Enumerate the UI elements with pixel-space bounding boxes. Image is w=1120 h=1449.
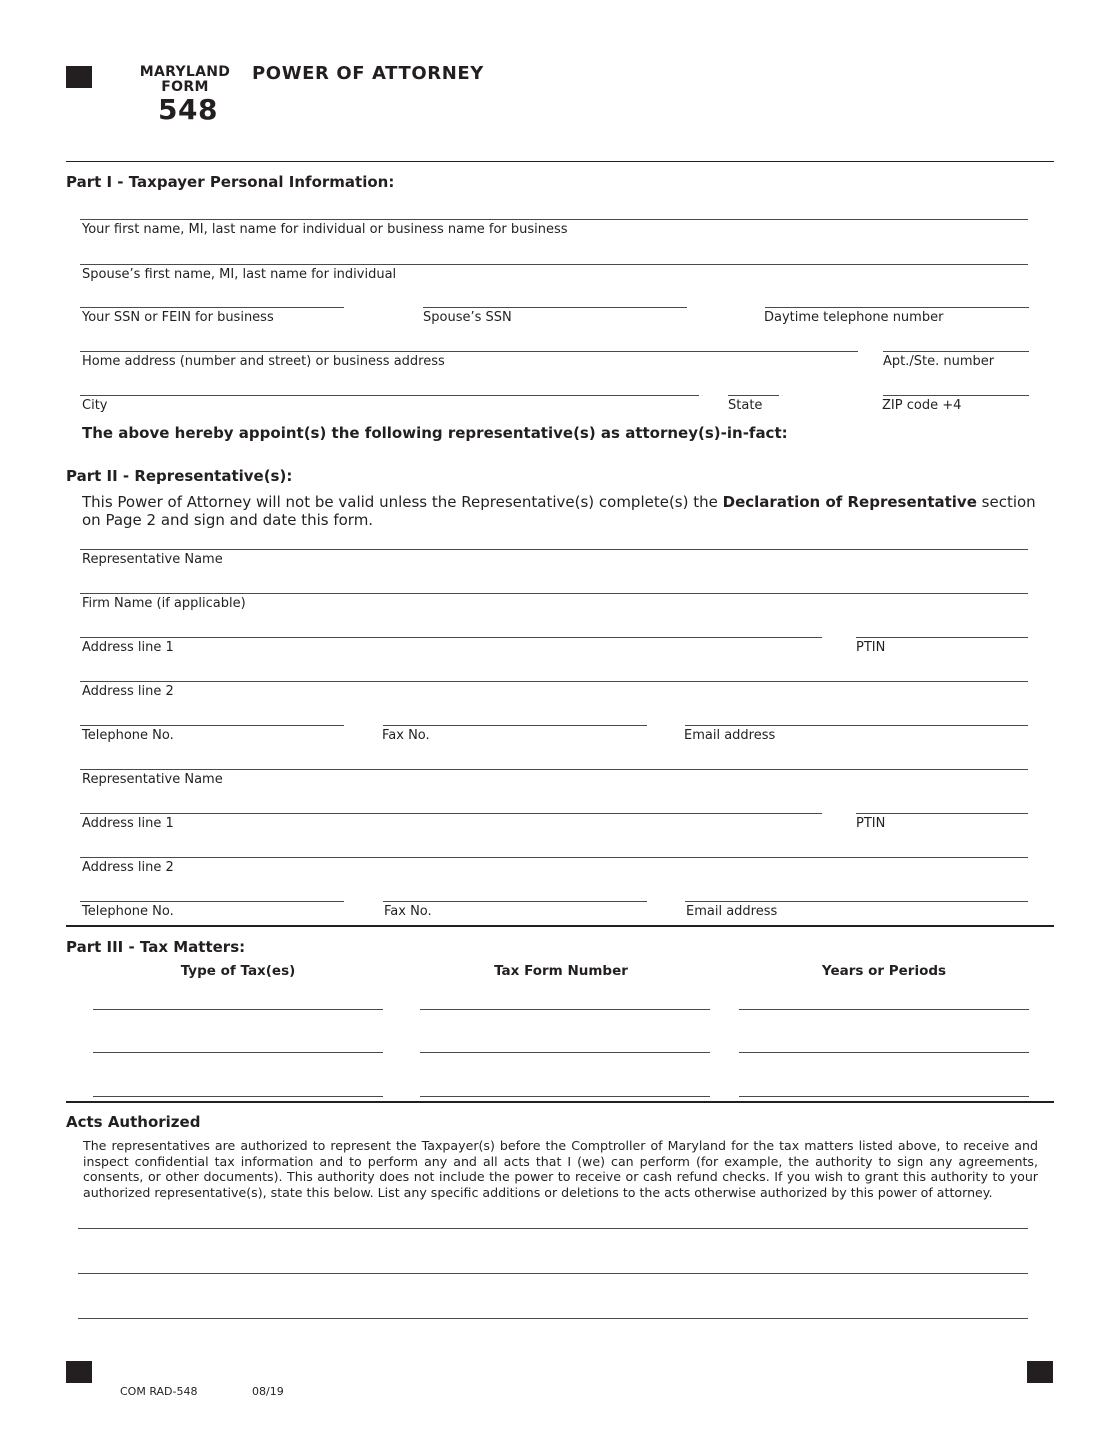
part2-heading: Part II - Representative(s): [66,467,293,485]
part3-divider [66,925,1054,927]
name-label: Your first name, MI, last name for individual or business name for business [82,222,568,237]
tax-form-line-1 [420,1009,710,1010]
part2-intro-text-1: This Power of Attorney will not be valid unless the Representative(s) complete(s) the [82,493,723,511]
rep1-fax-input[interactable] [385,704,645,724]
tax-years-line-1 [739,1009,1029,1010]
zip-input[interactable] [885,374,1027,394]
tax-years-line-2 [739,1052,1029,1053]
home-address-input[interactable] [82,330,856,350]
rep1-address2-input[interactable] [82,660,1026,680]
spouse-ssn-label: Spouse’s SSN [423,310,512,325]
rep2-address2-input[interactable] [82,836,1026,856]
city-line [80,395,699,396]
registration-mark-bottom-left [66,1361,92,1383]
part2-intro-text-2: section on Page 2 and sign and date this form. [82,493,1036,529]
state-input[interactable] [730,374,777,394]
rep2-address1-line [80,813,822,814]
tax-type-line-2 [93,1052,383,1053]
rep2-ptin-label: PTIN [856,816,886,831]
home-address-label: Home address (number and street) or business address [82,354,445,369]
rep2-address1-label: Address line 1 [82,816,174,831]
part3-heading: Part III - Tax Matters: [66,938,246,956]
phone-label: Daytime telephone number [764,310,944,325]
phone-line [765,307,1029,308]
form-word: FORM [161,79,209,95]
tax-years-input-3[interactable] [741,1075,1027,1095]
home-address-line [80,351,858,352]
tax-form-input-2[interactable] [422,1031,708,1051]
state-line [728,395,779,396]
spouse-ssn-line [423,307,687,308]
tax-form-input-3[interactable] [422,1075,708,1095]
tax-form-input-1[interactable] [422,988,708,1008]
column-type-of-tax: Type of Tax(es) [180,963,296,979]
rep1-ptin-line [856,637,1028,638]
rep1-address1-line [80,637,822,638]
apt-line [883,351,1029,352]
tax-type-line-3 [93,1096,383,1097]
acts-input-3[interactable] [80,1297,1026,1317]
acts-input-2[interactable] [80,1252,1026,1272]
spouse-name-label: Spouse’s first name, MI, last name for individual [82,267,397,282]
rep1-ptin-label: PTIN [856,640,886,655]
rep1-telephone-label: Telephone No. [82,728,174,743]
rep2-telephone-input[interactable] [82,880,342,900]
rep1-address2-line [80,681,1028,682]
tax-years-line-3 [739,1096,1029,1097]
rep2-ptin-input[interactable] [858,792,1026,812]
rep1-name-label: Representative Name [82,552,223,567]
rep1-name-input[interactable] [82,528,1026,548]
footer-date: 08/19 [252,1385,284,1398]
form-title: POWER OF ATTORNEY [252,63,484,84]
rep1-firm-label: Firm Name (if applicable) [82,596,246,611]
state-label: State [728,398,763,413]
acts-line-1 [78,1228,1028,1229]
rep1-telephone-line [80,725,344,726]
tax-type-input-3[interactable] [95,1075,381,1095]
rep1-name-line [80,549,1028,550]
tax-type-input-1[interactable] [95,988,381,1008]
form-number: 548 [158,93,218,126]
zip-line [883,395,1029,396]
rep1-address2-label: Address line 2 [82,684,174,699]
tax-form-line-2 [420,1052,710,1053]
acts-line-2 [78,1273,1028,1274]
acts-description: The representatives are authorized to represent the Taxpayer(s) before the Comptroller of Maryland for the tax matters listed above, to receive and inspect confidential tax information and to perform any and all acts that I (we) can perform (for example, the authority to sign any agreements, consents, or other documents). This authority does not include the power to receive or cash refund checks. If you wish to grant this authority to your authorized representative(s), state this below. List any specific additions or deletions to the acts otherwise authorized by this power of attorney. [83,1138,1038,1200]
footer-form-code: COM RAD-548 [120,1385,198,1398]
form-state-label [135,65,235,95]
spouse-name-input[interactable] [82,243,1026,263]
header-divider [66,161,1054,162]
rep1-address1-input[interactable] [82,616,820,636]
declaration-reference: Declaration of Representative [722,493,977,511]
spouse-name-line [80,264,1028,265]
rep2-name-label: Representative Name [82,772,223,787]
rep1-telephone-input[interactable] [82,704,342,724]
rep2-fax-label: Fax No. [384,904,432,919]
rep2-fax-input[interactable] [385,880,645,900]
rep2-fax-line [383,901,647,902]
rep1-email-input[interactable] [687,704,1026,724]
rep1-firm-input[interactable] [82,572,1026,592]
part1-heading: Part I - Taxpayer Personal Information: [66,173,395,191]
apt-label: Apt./Ste. number [883,354,995,369]
tax-type-input-2[interactable] [95,1031,381,1051]
ssn-label: Your SSN or FEIN for business [82,310,274,325]
acts-line-3 [78,1318,1028,1319]
rep2-address2-label: Address line 2 [82,860,174,875]
rep1-firm-line [80,593,1028,594]
tax-type-line-1 [93,1009,383,1010]
rep2-name-line [80,769,1028,770]
rep2-email-label: Email address [686,904,778,919]
tax-form-line-3 [420,1096,710,1097]
part2-intro [82,493,1040,529]
rep2-ptin-line [856,813,1028,814]
rep2-address1-input[interactable] [82,792,820,812]
ssn-input[interactable] [82,286,342,306]
registration-mark-top-left [66,66,92,88]
registration-mark-bottom-right [1027,1361,1053,1383]
apt-input[interactable] [885,330,1027,350]
rep2-telephone-label: Telephone No. [82,904,174,919]
rep2-email-line [685,901,1028,902]
rep2-name-input[interactable] [82,748,1026,768]
acts-input-1[interactable] [80,1207,1026,1227]
city-label: City [82,398,108,413]
column-years-or-periods: Years or Periods [821,963,947,979]
tax-years-input-1[interactable] [741,988,1027,1008]
appoint-statement: The above hereby appoint(s) the following representative(s) as attorney(s)-in-fact: [82,424,788,442]
acts-heading: Acts Authorized [66,1113,201,1131]
rep1-ptin-input[interactable] [858,616,1026,636]
column-tax-form-number: Tax Form Number [494,963,628,979]
form-state: MARYLAND [139,64,231,80]
rep1-email-label: Email address [684,728,776,743]
tax-years-input-2[interactable] [741,1031,1027,1051]
acts-divider [66,1101,1054,1103]
city-input[interactable] [82,374,697,394]
rep1-fax-line [383,725,647,726]
rep2-telephone-line [80,901,344,902]
zip-label: ZIP code +4 [882,398,962,413]
name-line [80,219,1028,220]
rep1-email-line [685,725,1028,726]
phone-input[interactable] [767,286,1027,306]
rep2-address2-line [80,857,1028,858]
ssn-line [80,307,344,308]
name-input[interactable] [82,198,1026,218]
rep1-fax-label: Fax No. [382,728,430,743]
rep2-email-input[interactable] [687,880,1026,900]
rep1-address1-label: Address line 1 [82,640,174,655]
spouse-ssn-input[interactable] [425,286,685,306]
